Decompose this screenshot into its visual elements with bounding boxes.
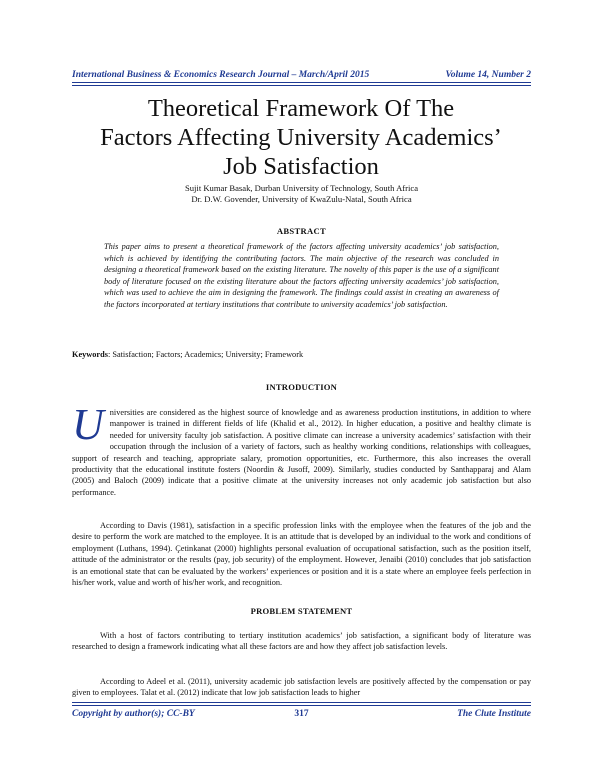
- problem-paragraph-1: With a host of factors contributing to tertiary institution academics’ job satisfaction, a significant body of literature was researched to design a framework indicating what all these factors are and how they affect job satisfaction levels.: [72, 631, 531, 652]
- author-list: [72, 183, 531, 205]
- problem-paragraph-2: According to Adeel et al. (2011), university academic job satisfaction levels are positively affected by the compensation or pay given to employees. Talat et al. (2012) indicate that low job satisfaction leads to higher: [72, 677, 531, 698]
- journal-name: International Business & Economics Research Journal – March/April 2015: [72, 70, 370, 80]
- title-line-1: Theoretical Framework Of The: [147, 95, 455, 122]
- page-number: 317: [294, 709, 309, 719]
- copyright: Copyright by author(s); CC-BY: [72, 709, 195, 719]
- keywords: [72, 350, 531, 359]
- author-2: Dr. D.W. Govender, University of KwaZulu-Natal, South Africa: [191, 194, 412, 204]
- running-footer: [72, 709, 531, 723]
- title-line-2: Factors Affecting University Academics’: [100, 124, 502, 151]
- header-rule: [72, 82, 531, 83]
- introduction-paragraph-2: According to Davis (1981), satisfaction in a specific profession links with the employee when the features of the job and the desire to perform the work are matched to the employee. It is an attitude that is developed by an individual to the work and conditions of employment (Luthans, 1994). Çetinkanat (2000) highlights personal evaluation of occupational satisfaction, such as the position itself, attitude of the administrator or the results (pay, job security) of the employment. However, Jenaibi (2010) concludes that job satisfaction is an emotional state that can be evaluated by the workers’ experiences or position and it is a state where an employee feels perfection in his/her work, value and worth of his/her work, and recognition.: [72, 521, 531, 588]
- paper-title: [70, 94, 532, 181]
- volume-number: Volume 14, Number 2: [445, 70, 531, 80]
- introduction-paragraph-1-text: niversities are considered as the highest source of knowledge and as awareness production institutions, in addition to where manpower is trained in different fields of life (Khalid et al., 2012). In higher education, a positive and healthy climate is needed for university faculty job satisfaction. A positive climate can increase a university academics’ satisfaction with their occupation through the inclusion of a variety of factors, such as healthy working conditions, relationships with colleagues, support of research and teaching, appropriate salary, promotion opportunities, etc. Furthermore, this also increases the overall productivity that the educational institute fosters (Noordin & Jusoff, 2009). Similarly, studies conducted by Santhapparaj and Alam (2005) and Baloch (2009) indicate that a positive climate at the university increases not only academic job satisfaction but also performance.: [72, 408, 531, 497]
- header-rule-secondary: [72, 85, 531, 86]
- introduction-heading: INTRODUCTION: [265, 382, 338, 392]
- abstract-text: This paper aims to present a theoretical framework of the factors affecting university academics’ job satisfaction, which is achieved by identifying the contributing factors. The main objective of the research was concluded in designing a theoretical framework based on the existing literature. The novelty of this paper is the use of a significant body of literature focused on the existing literature about the factors affecting university academics’ job satisfaction, which was used to achieve the aim in designing the framework. The findings could assist in creating an awareness of the factors incorporated at tertiary institutions that contribute to university academics’ job satisfaction.: [104, 242, 499, 309]
- title-line-3: Job Satisfaction: [223, 153, 379, 180]
- keywords-label: Keywords: [72, 350, 108, 359]
- author-1: Sujit Kumar Basak, Durban University of Technology, South Africa: [184, 183, 419, 193]
- footer-rule: [72, 702, 531, 703]
- footer-rule-secondary: [72, 705, 531, 706]
- keywords-list: : Satisfaction; Factors; Academics; University; Framework: [107, 350, 304, 359]
- abstract-heading: ABSTRACT: [276, 226, 327, 236]
- problem-statement-heading: PROBLEM STATEMENT: [250, 606, 353, 616]
- drop-cap: U: [72, 400, 104, 449]
- running-header: [72, 70, 531, 86]
- introduction-paragraph-1: [72, 400, 531, 498]
- publisher: The Clute Institute: [457, 709, 531, 719]
